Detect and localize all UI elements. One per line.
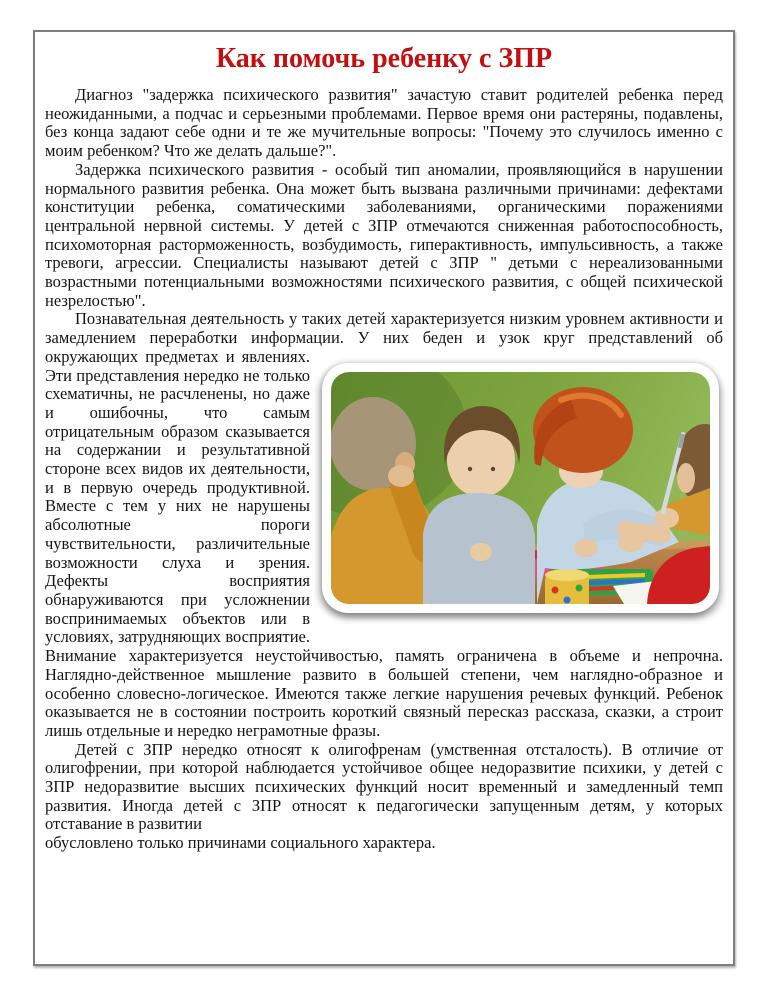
paragraph-3-lead: Познавательная деятельность у таких детей характеризуется низким уровнем активности и замедлением переработки информации. У них беден и узок круг	[45, 309, 723, 348]
paragraph-4	[45, 741, 723, 853]
paragraph-4-line2: обусловлено только причинами социального характера.	[45, 833, 436, 853]
paragraph-2: Задержка психического развития - особый тип аномалии, проявляющийся в нарушении нормального развития ребенка. Она может быть вызвана различными причинами: дефектами конституции ребенка, соматическими заболеваниями, органическими поражениями центральной нервной системы. У детей с ЗПР отмечаются сниженная работоспособность, психомоторная расторможенность, возбудимость, гиперактивность, импульсивность, а также тревоги, агрессии. Специалисты называют детей с ЗПР " детьми с нереализованными возрастными потенциальными возможностями психического развития, с общей психической незрелостью".	[45, 159, 723, 310]
child-right-face	[677, 463, 695, 493]
classroom-photo	[331, 372, 710, 604]
page-frame	[33, 30, 735, 966]
child-left-hand	[388, 465, 414, 487]
paragraph-3-rest: представлений об окружающих предметах и явлениях. Эти представления нередко не только схематичны, не расчленены, но даже и ошибочны, что самым отрицательным образом сказывается на содержании и результативной стороне всех видов их деятельности, и в первую очередь продуктивной. Вместе с тем у них не нарушены абсолютные пороги чувствительности, различительные возможности слуха и зрения. Дефекты восприятия обнаруживаются при усложнении воспринимаемых объектов или в условиях, затрудняющих восприятие. Внимание характеризуется неустойчивостью, память ограничена в объеме и непрочна. Наглядно-действенное мышление развито в большей степени, чем наглядно-образное и особенно словесно-логическое. Имеются также легкие нарушения речевых функций. Ребенок оказывается не в состоянии построить короткий связный пересказ рассказа, сказки, а строит лишь отдельные и нередко неграмотные фразы.	[45, 328, 724, 740]
paragraph-3	[45, 310, 723, 740]
child-center-hand	[470, 543, 492, 561]
teacher-hand-left	[574, 539, 598, 557]
pencil-tip	[680, 434, 683, 448]
photo-figure	[322, 348, 719, 613]
document-title: Как помочь ребенку с ЗПР	[215, 43, 553, 74]
teacher-hand-right	[618, 532, 644, 552]
pencil-cup-yellow	[545, 569, 589, 604]
child-right-hand	[655, 508, 679, 528]
paragraph-4-line1: Детей с ЗПР нередко относят к олигофренам (умственная отсталость). В отличие от олигофрении, при которой наблюдается устойчивое общее недоразвитие психики, у детей с ЗПР недоразвитие высших психических функций носит временный и замедленный темп развития. Иногда детей с ЗПР относят к педагогически запущенным детям, у которых отставание в развитии	[45, 739, 723, 834]
paragraph-1: Диагноз "задержка психического развития" зачастую ставит родителей ребенка перед неожиданными, а подчас и серьезными проблемами. Первое время они растеряны, подавлены, без конца задают себе одни и те же мучительные вопросы: "Почему это случилось именно с моим ребенком? Что же делать дальше?".	[45, 85, 723, 161]
photo-frame	[322, 363, 719, 613]
